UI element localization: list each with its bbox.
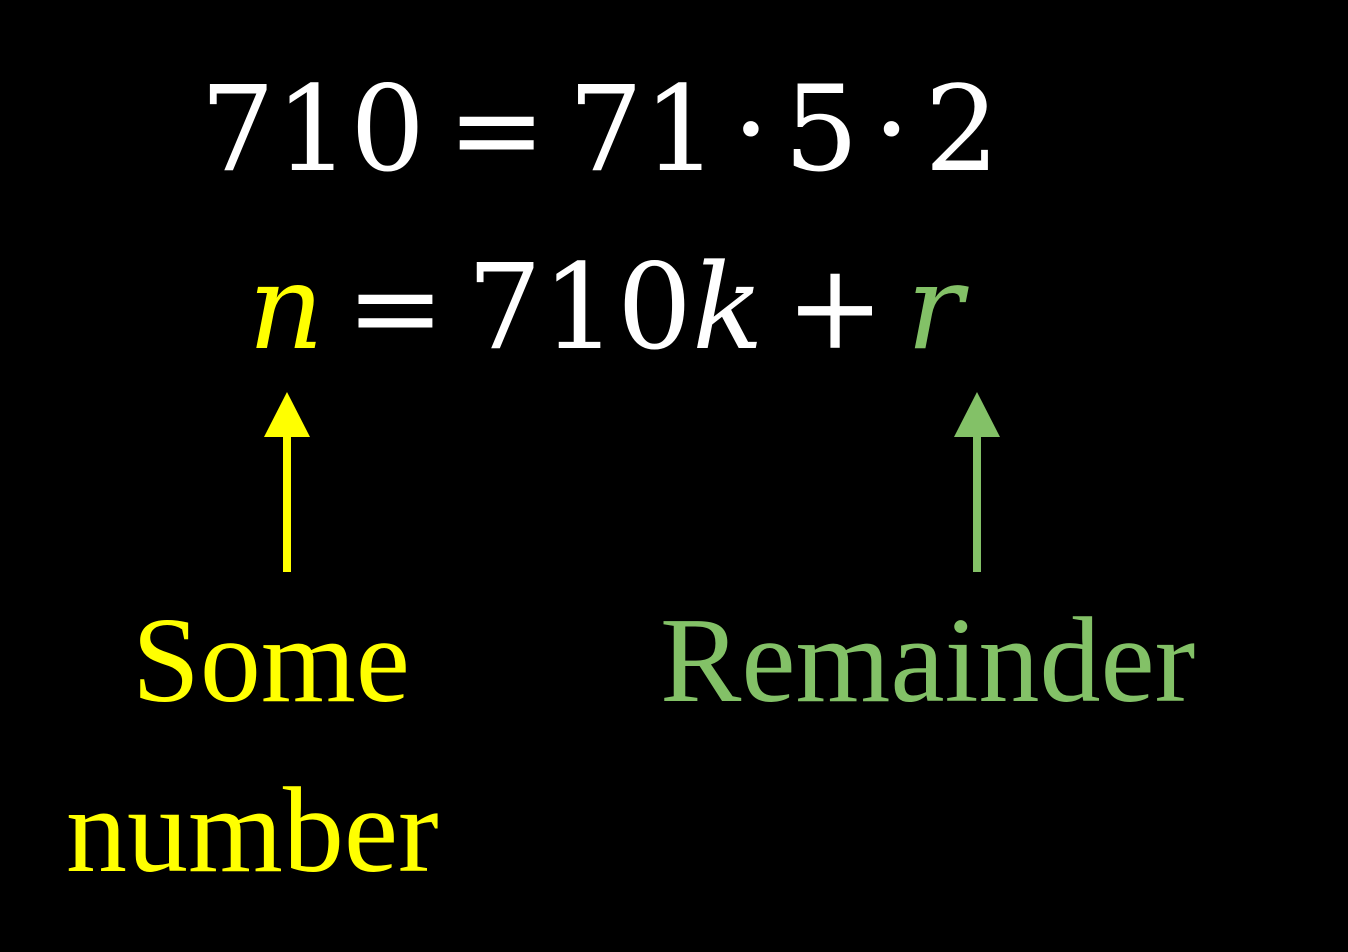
- eq2-equals: =: [346, 238, 445, 376]
- eq1-dot-2: ·: [872, 60, 911, 198]
- left-arrow-head: [264, 392, 310, 437]
- eq2-k-variable: k: [692, 238, 764, 376]
- eq2-r-variable: r: [906, 238, 963, 376]
- eq2-coefficient: 710: [466, 238, 693, 376]
- up-arrow-icon: [264, 392, 310, 572]
- right-arrow-head: [954, 392, 1000, 437]
- up-arrow-icon: [954, 392, 1000, 572]
- label-remainder: Remainder: [660, 593, 1196, 728]
- eq1-factor-2: 2: [924, 60, 1000, 198]
- eq1-lhs: 710: [200, 60, 426, 198]
- eq1-dot-1: ·: [732, 60, 770, 198]
- eq1-factor-71: 71: [568, 60, 719, 198]
- eq2-n-variable: n: [248, 238, 324, 376]
- label-number: number: [66, 763, 439, 898]
- label-some: Some: [132, 593, 410, 728]
- eq1-equals: =: [447, 60, 547, 198]
- eq2-plus: +: [785, 238, 885, 376]
- eq1-factor-5: 5: [783, 60, 859, 198]
